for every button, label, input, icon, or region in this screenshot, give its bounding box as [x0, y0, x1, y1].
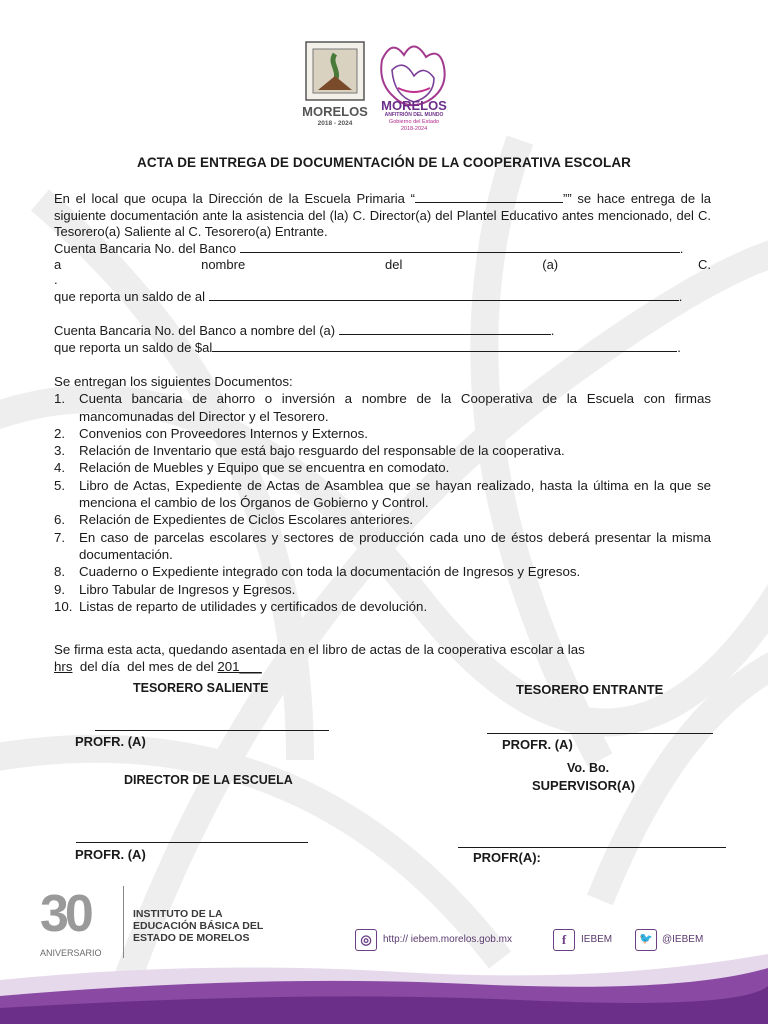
closing-line-1: Se firma esta acta, quedando asentada en el libro de actas de la cooperativa escolar a las [54, 642, 585, 657]
list-item-number: 2. [54, 425, 66, 441]
cuenta-label-1: Cuenta Bancaria No. del Banco [54, 241, 237, 256]
list-item-number: 3. [54, 443, 66, 459]
closing-mid: del día del mes de del [72, 659, 218, 674]
list-item-text: Listas de reparto de utilidades y certificados de devolución. [79, 598, 428, 614]
period-3: . [550, 323, 555, 338]
intro-text-1: En el local que ocupa la Dirección de la Escuela Primaria “ [54, 191, 415, 206]
twitter-link[interactable]: @IEBEM [662, 934, 704, 945]
cuenta-line-2 [54, 322, 711, 340]
signature-line-supervisor[interactable] [458, 847, 726, 848]
school-name-field[interactable] [415, 190, 563, 203]
hrs-field[interactable]: hrs [54, 659, 73, 674]
list-item-number: 7. [54, 529, 66, 545]
logo-right-text: MORELOS [381, 98, 447, 113]
document-list-item [54, 390, 711, 425]
tesorero-saliente-label: TESORERO SALIENTE [133, 681, 269, 695]
saldo-label-2: que reporta un saldo de $al [54, 340, 213, 355]
saldo-label-1: que reporta un saldo de al [54, 289, 206, 304]
word-del: del [385, 257, 403, 272]
institute-line-2: EDUCACIÓN BÁSICA DEL [133, 920, 264, 932]
saldo-line-1 [54, 288, 711, 306]
header-logos [300, 40, 470, 140]
list-item-number: 8. [54, 564, 66, 580]
tesorero-entrante-label: TESORERO ENTRANTE [516, 682, 664, 697]
closing-paragraph [54, 641, 711, 675]
list-item-number: 10. [54, 598, 73, 614]
document-list-item [54, 425, 711, 442]
logo-left-text: MORELOS [302, 104, 368, 119]
word-c: C. [698, 257, 711, 272]
documents-section [54, 373, 711, 615]
footer-divider [123, 886, 124, 958]
list-item-number: 1. [54, 391, 66, 407]
saldo-field-1[interactable] [209, 288, 679, 301]
word-a: a [54, 257, 62, 272]
globe-icon: ◎ [355, 929, 377, 951]
documents-list [54, 390, 711, 615]
list-item-text: Convenios con Proveedores Internos y Externos. [79, 425, 368, 441]
footer-wave-graphic [0, 950, 768, 1024]
logo-left-years: 2018 - 2024 [317, 120, 353, 127]
dot-line: . [54, 272, 58, 287]
signature-line-director[interactable] [76, 842, 308, 843]
logo-right-years: 2018-2024 [400, 126, 428, 132]
list-item-text: Libro Tabular de Ingresos y Egresos. [79, 581, 296, 597]
period-4: . [677, 340, 681, 355]
twitter-icon: 🐦 [635, 929, 657, 951]
document-title: ACTA DE ENTREGA DE DOCUMENTACIÓN DE LA COOPERATIVA ESCOLAR [136, 155, 632, 170]
intro-text-2: ”” se hace entrega de la siguiente documentación ante la asistencia del (la) C. Director(a) del Plantel Educativo antes mencionado, del C. Tesorero(a) Saliente al C. Tesorero(a) Entrante. [54, 191, 711, 239]
website-link[interactable]: http:// iebem.morelos.gob.mx [383, 934, 512, 945]
word-a-paren: (a) [542, 257, 559, 272]
facebook-icon: f [553, 929, 575, 951]
document-list-item [54, 581, 711, 598]
saldo-field-2[interactable] [212, 339, 677, 352]
saldo-line-2 [54, 339, 711, 357]
profr-label-1: PROFR. (A) [75, 734, 146, 749]
logo-right-gov: Gobierno del Estado [388, 119, 440, 125]
document-list-item [54, 598, 711, 615]
documents-heading: Se entregan los siguientes Documentos: [54, 374, 293, 389]
list-item-number: 9. [54, 581, 66, 597]
facebook-link[interactable]: IEBEM [581, 934, 613, 945]
document-list-item [54, 442, 711, 459]
institute-name [133, 908, 263, 944]
logo-right-sub: ANFITRIÓN DEL MUNDO [384, 112, 444, 118]
document-list-item [54, 563, 711, 580]
period-2: . [678, 289, 683, 304]
profr-label-3: PROFR. (A) [75, 847, 146, 862]
supervisor-label: SUPERVISOR(A) [532, 778, 636, 793]
cuenta-label-2: Cuenta Bancaria No. del Banco a nombre del (a) [54, 323, 336, 338]
list-item-text: Relación de Inventario que está bajo resguardo del responsable de la cooperativa. [79, 443, 565, 459]
word-nombre: nombre [201, 257, 246, 272]
profr-label-4: PROFR(A): [473, 850, 541, 865]
closing-line-2 [54, 658, 711, 675]
bank-field-1[interactable] [240, 240, 680, 253]
list-item-text: Relación de Muebles y Equipo que se encuentra en comodato. [79, 460, 450, 476]
list-item-number: 4. [54, 460, 66, 476]
profr-label-2: PROFR. (A) [502, 737, 573, 752]
list-item-text: Relación de Expedientes de Ciclos Escolares anteriores. [79, 512, 414, 528]
institute-line-3: ESTADO DE MORELOS [133, 932, 250, 944]
list-item-number: 6. [54, 512, 66, 528]
aniversario-number: 30 [40, 885, 90, 943]
document-list-item [54, 459, 711, 476]
document-list-item [54, 511, 711, 528]
year-field[interactable]: 201___ [217, 659, 262, 674]
institute-line-1: INSTITUTO DE LA [133, 908, 223, 920]
aniversario-label: ANIVERSARIO [40, 948, 102, 958]
bank-field-2[interactable] [339, 322, 551, 335]
period-1: . [679, 241, 684, 256]
vobo-label: Vo. Bo. [567, 761, 610, 775]
list-item-text: Libro de Actas, Expediente de Actas de Asamblea que se hayan realizado, hasta la última en la que se menciona el cambio de los Órganos de Gobierno y Control. [79, 477, 711, 511]
list-item-number: 5. [54, 477, 66, 493]
list-item-text: Cuenta bancaria de ahorro o inversión a nombre de la Cooperativa de la Escuela con firmas mancomunadas del Director y el Tesorero. [79, 391, 711, 424]
cuenta-line-1 [54, 240, 711, 258]
list-item-text: Cuaderno o Expediente integrado con toda la documentación de Ingresos y Egresos. [79, 564, 581, 580]
intro-paragraph [54, 190, 711, 241]
document-list-item [54, 529, 711, 564]
signature-line-tesorero-saliente[interactable] [95, 730, 329, 731]
list-item-text: En caso de parcelas escolares y sectores de producción cada uno de éstos deberá presentar la misma documentación. [79, 529, 711, 562]
signature-line-tesorero-entrante[interactable] [487, 733, 713, 734]
document-list-item [54, 477, 711, 512]
director-label: DIRECTOR DE LA ESCUELA [124, 773, 293, 787]
